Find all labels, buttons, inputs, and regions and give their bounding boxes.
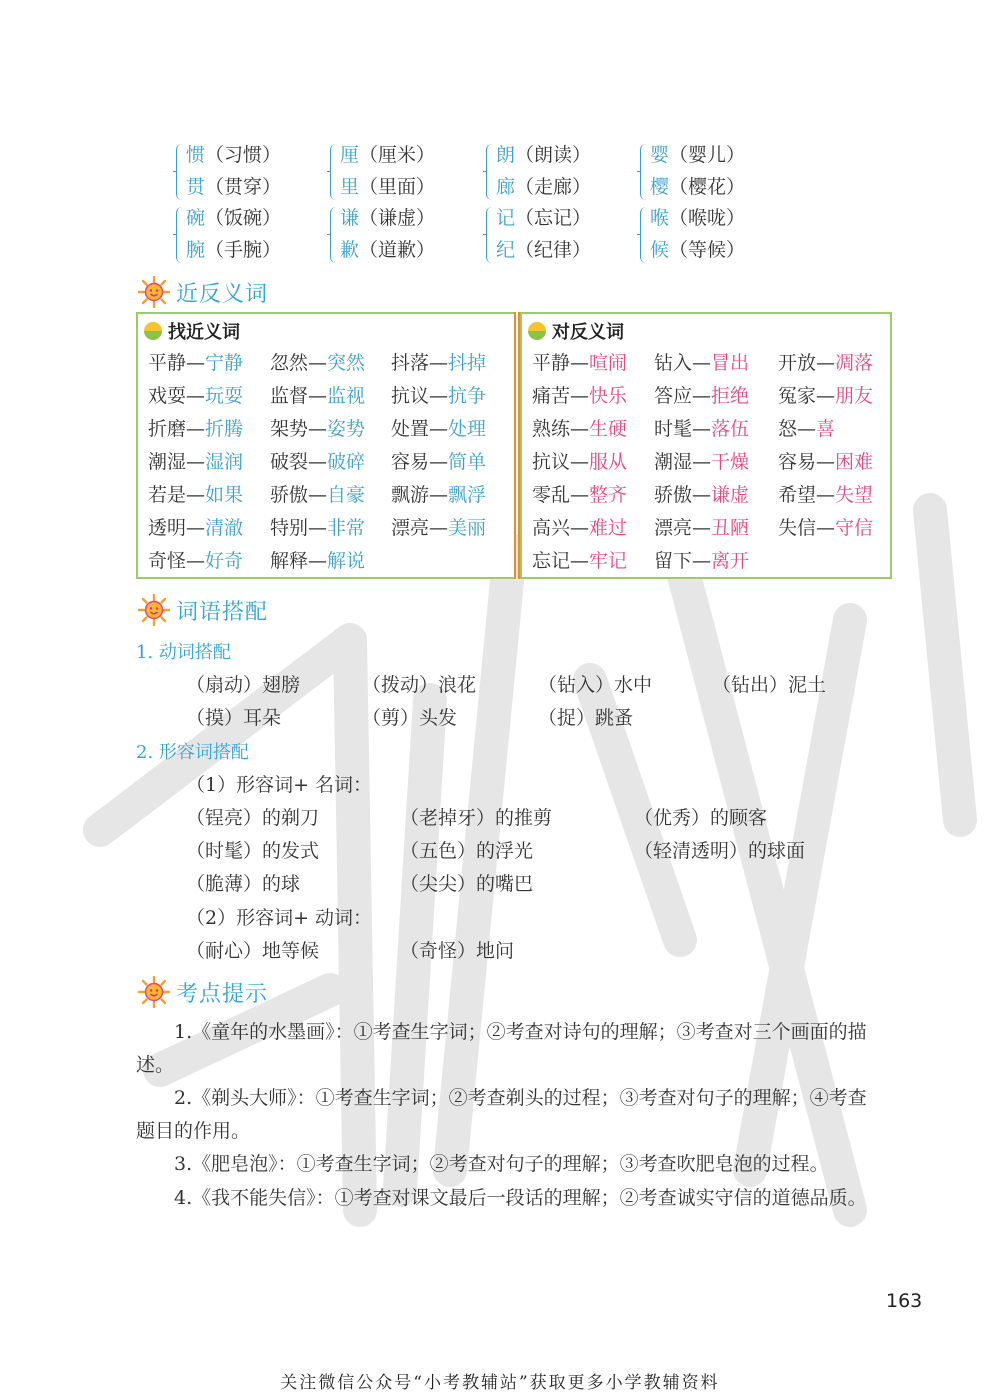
related-word: 简单 xyxy=(448,451,487,473)
word-pair xyxy=(148,513,243,540)
word: 漂亮— xyxy=(391,517,449,539)
brace-icon xyxy=(640,144,647,200)
word-pair xyxy=(778,381,873,408)
word: 戏耍— xyxy=(148,385,206,407)
word-pair xyxy=(270,381,365,408)
char: 腕 xyxy=(186,239,206,261)
char-pair-line xyxy=(650,140,745,171)
related-word: 监视 xyxy=(327,385,366,407)
word: 潮湿— xyxy=(654,451,712,473)
word-pair xyxy=(532,480,627,507)
section-title: 近反义词 xyxy=(176,281,269,307)
word-pair xyxy=(778,480,873,507)
word-pair xyxy=(778,414,835,441)
related-word: 飘浮 xyxy=(448,484,487,506)
word: 折磨— xyxy=(148,418,206,440)
related-word: 破碎 xyxy=(327,451,366,473)
word: 开放— xyxy=(778,352,836,374)
example-word: （谦虚） xyxy=(359,207,436,229)
word: 冤家— xyxy=(778,385,836,407)
char-pair-line xyxy=(340,140,435,171)
verb-collocation: （捉）跳蚤 xyxy=(538,707,634,729)
adj-noun-collocation: （尖尖）的嘴巴 xyxy=(400,873,534,895)
adj-noun-collocation: （时髦）的发式 xyxy=(186,840,320,862)
char-pair-line xyxy=(496,203,591,234)
word: 留下— xyxy=(654,550,712,572)
brace-icon xyxy=(176,144,183,200)
related-word: 守信 xyxy=(835,517,874,539)
char: 纪 xyxy=(496,239,516,261)
synonym-antonym-header xyxy=(138,276,268,308)
brace-icon xyxy=(330,207,337,263)
adj-verb-heading: （2）形容词+ 动词： xyxy=(186,907,373,929)
word-pair xyxy=(532,414,627,441)
example-word: （朗读） xyxy=(515,144,592,166)
word-pair xyxy=(270,480,365,507)
related-word: 喧闹 xyxy=(589,352,628,374)
word-pair xyxy=(654,381,749,408)
related-word: 宁静 xyxy=(205,352,244,374)
verb-collocation: （扇动）翅膀 xyxy=(186,674,301,696)
char-pair-line xyxy=(650,172,745,203)
word: 怒— xyxy=(778,418,817,440)
char: 谦 xyxy=(340,207,360,229)
related-word: 抖掉 xyxy=(448,352,487,374)
word: 骄傲— xyxy=(270,484,328,506)
word: 希望— xyxy=(778,484,836,506)
word-pair xyxy=(148,447,243,474)
synonym-box-header xyxy=(144,318,240,344)
footer-note: 关注微信公众号“小考教辅站”获取更多小学教辅资料 xyxy=(280,1373,720,1393)
char-pair-line xyxy=(186,172,281,203)
bullet-dot-icon xyxy=(528,322,546,340)
char-pair-line xyxy=(340,203,435,234)
word: 熟练— xyxy=(532,418,590,440)
char: 樱 xyxy=(650,176,670,198)
adj-noun-collocation: （优秀）的顾客 xyxy=(634,807,768,829)
char: 歉 xyxy=(340,239,360,261)
related-word: 自豪 xyxy=(327,484,366,506)
word: 忽然— xyxy=(270,352,328,374)
section-title: 词语搭配 xyxy=(176,599,269,625)
word: 痛苦— xyxy=(532,385,590,407)
related-word: 好奇 xyxy=(205,550,244,572)
char: 婴 xyxy=(650,144,670,166)
word-pair xyxy=(270,513,365,540)
word: 平静— xyxy=(148,352,206,374)
related-word: 离开 xyxy=(711,550,750,572)
word: 破裂— xyxy=(270,451,328,473)
word-pair xyxy=(391,381,486,408)
synonym-box-title: 找近义词 xyxy=(168,322,240,343)
word: 答应— xyxy=(654,385,712,407)
related-word: 姿势 xyxy=(327,418,366,440)
word-pair xyxy=(391,447,486,474)
tip-paragraph: 2.《剃头大师》：①考查生字词；②考查剃头的过程；③考查对句子的理解；④考查题目的作用。 xyxy=(136,1087,867,1142)
exam-tips-header xyxy=(138,976,268,1008)
word-pair xyxy=(148,480,243,507)
char: 朗 xyxy=(496,144,516,166)
example-word: （纪律） xyxy=(515,239,592,261)
word-pair xyxy=(778,348,873,375)
synonym-box xyxy=(136,312,516,579)
related-word: 生硬 xyxy=(589,418,628,440)
verb-collocation: （剪）头发 xyxy=(362,707,458,729)
brace-icon xyxy=(486,207,493,263)
section-title: 考点提示 xyxy=(176,981,269,1007)
related-word: 如果 xyxy=(205,484,244,506)
word-pair xyxy=(532,513,627,540)
sun-icon xyxy=(138,276,170,308)
brace-icon xyxy=(330,144,337,200)
adj-noun-collocation: （五色）的浮光 xyxy=(400,840,534,862)
bullet-dot-icon xyxy=(144,322,162,340)
word: 奇怪— xyxy=(148,550,206,572)
char-pair-line xyxy=(650,203,745,234)
char-pair-line xyxy=(650,235,745,266)
word: 处置— xyxy=(391,418,449,440)
related-word: 玩耍 xyxy=(205,385,244,407)
word-pair xyxy=(654,513,749,540)
example-word: （走廊） xyxy=(515,176,592,198)
example-word: （婴儿） xyxy=(669,144,746,166)
word-pair xyxy=(270,348,365,375)
example-word: （道歉） xyxy=(359,239,436,261)
char-pair-line xyxy=(340,235,435,266)
example-word: （贯穿） xyxy=(205,176,282,198)
word: 透明— xyxy=(148,517,206,539)
char-pair-line xyxy=(186,235,281,266)
example-word: （喉咙） xyxy=(669,207,746,229)
related-word: 非常 xyxy=(327,517,366,539)
related-word: 凋落 xyxy=(835,352,874,374)
related-word: 折腾 xyxy=(205,418,244,440)
verb-collocation: （摸）耳朵 xyxy=(186,707,282,729)
word-pair xyxy=(532,348,627,375)
adj-noun-collocation: （轻清透明）的球面 xyxy=(634,840,806,862)
adj-verb-collocation: （奇怪）地问 xyxy=(400,940,515,962)
char: 里 xyxy=(340,176,360,198)
word: 失信— xyxy=(778,517,836,539)
related-word: 落伍 xyxy=(711,418,750,440)
related-word: 谦虚 xyxy=(711,484,750,506)
word-pair xyxy=(391,513,486,540)
char-pair-line xyxy=(186,140,281,171)
word: 抗议— xyxy=(532,451,590,473)
word-pair xyxy=(532,546,627,573)
char-pair-line xyxy=(496,140,591,171)
char-pair-line xyxy=(186,203,281,234)
char: 惯 xyxy=(186,144,206,166)
tip-paragraph: 1.《童年的水墨画》：①考查生字词；②考查对诗句的理解；③考查对三个画面的描述。 xyxy=(136,1021,867,1076)
sun-icon xyxy=(138,976,170,1008)
char-pair-line xyxy=(496,235,591,266)
related-word: 处理 xyxy=(448,418,487,440)
sun-icon xyxy=(138,594,170,626)
word-pair xyxy=(654,447,749,474)
word: 忘记— xyxy=(532,550,590,572)
related-word: 干燥 xyxy=(711,451,750,473)
word-pair xyxy=(391,414,486,441)
char: 碗 xyxy=(186,207,206,229)
word: 抖落— xyxy=(391,352,449,374)
related-word: 服从 xyxy=(589,451,628,473)
related-word: 喜 xyxy=(816,418,836,440)
word: 潮湿— xyxy=(148,451,206,473)
related-word: 丑陋 xyxy=(711,517,750,539)
char: 贯 xyxy=(186,176,206,198)
word: 容易— xyxy=(778,451,836,473)
word: 漂亮— xyxy=(654,517,712,539)
related-word: 难过 xyxy=(589,517,628,539)
related-word: 突然 xyxy=(327,352,366,374)
char-pair-line xyxy=(496,172,591,203)
brace-icon xyxy=(176,207,183,263)
word: 特别— xyxy=(270,517,328,539)
word: 抗议— xyxy=(391,385,449,407)
collocation-header xyxy=(138,594,268,626)
char: 记 xyxy=(496,207,516,229)
tip-paragraph: 3.《肥皂泡》：①考查生字词；②考查对句子的理解；③考查吹肥皂泡的过程。 xyxy=(174,1153,829,1175)
word: 高兴— xyxy=(532,517,590,539)
example-word: （里面） xyxy=(359,176,436,198)
word: 时髦— xyxy=(654,418,712,440)
word-pair xyxy=(148,381,243,408)
word-pair xyxy=(391,480,486,507)
word-pair xyxy=(148,546,243,573)
char: 廊 xyxy=(496,176,516,198)
word: 零乱— xyxy=(532,484,590,506)
antonym-box-title: 对反义词 xyxy=(552,322,624,343)
example-word: （习惯） xyxy=(205,144,282,166)
word-pair xyxy=(532,381,627,408)
antonym-box xyxy=(520,312,892,579)
example-word: （樱花） xyxy=(669,176,746,198)
word: 架势— xyxy=(270,418,328,440)
word: 骄傲— xyxy=(654,484,712,506)
char-pair-line xyxy=(340,172,435,203)
verb-collocation: （钻出）泥土 xyxy=(712,674,827,696)
related-word: 牢记 xyxy=(589,550,628,572)
word: 钻入— xyxy=(654,352,712,374)
char: 候 xyxy=(650,239,670,261)
word-pair xyxy=(391,348,486,375)
word-pair xyxy=(270,447,365,474)
char: 厘 xyxy=(340,144,360,166)
example-word: （饭碗） xyxy=(205,207,282,229)
word-pair xyxy=(270,546,365,573)
word: 若是— xyxy=(148,484,206,506)
word: 飘游— xyxy=(391,484,449,506)
word-pair xyxy=(654,414,749,441)
verb-collocation-heading: 1. 动词搭配 xyxy=(136,642,231,663)
related-word: 抗争 xyxy=(448,385,487,407)
divider xyxy=(514,312,516,579)
word: 平静— xyxy=(532,352,590,374)
adj-noun-collocation: （锃亮）的剃刀 xyxy=(186,807,320,829)
antonym-box-header xyxy=(528,318,624,344)
related-word: 拒绝 xyxy=(711,385,750,407)
related-word: 冒出 xyxy=(711,352,750,374)
word-pair xyxy=(778,447,873,474)
tip-paragraph: 4.《我不能失信》：①考查对课文最后一段话的理解；②考查诚实守信的道德品质。 xyxy=(174,1187,867,1209)
related-word: 快乐 xyxy=(589,385,628,407)
related-word: 朋友 xyxy=(835,385,874,407)
word-pair xyxy=(654,546,749,573)
word: 解释— xyxy=(270,550,328,572)
adj-verb-collocation: （耐心）地等候 xyxy=(186,940,320,962)
word: 容易— xyxy=(391,451,449,473)
related-word: 困难 xyxy=(835,451,874,473)
example-word: （手腕） xyxy=(205,239,282,261)
example-word: （忘记） xyxy=(515,207,592,229)
related-word: 清澈 xyxy=(205,517,244,539)
related-word: 失望 xyxy=(835,484,874,506)
verb-collocation: （拨动）浪花 xyxy=(362,674,477,696)
word-pair xyxy=(270,414,365,441)
verb-collocation: （钻入）水中 xyxy=(538,674,653,696)
brace-icon xyxy=(486,144,493,200)
example-word: （等候） xyxy=(669,239,746,261)
adj-noun-collocation: （脆薄）的球 xyxy=(186,873,301,895)
word-pair xyxy=(654,480,749,507)
word-pair xyxy=(148,414,243,441)
related-word: 美丽 xyxy=(448,517,487,539)
adj-noun-heading: （1）形容词+ 名词： xyxy=(186,774,373,796)
word-pair xyxy=(148,348,243,375)
related-word: 解说 xyxy=(327,550,366,572)
example-word: （厘米） xyxy=(359,144,436,166)
brace-icon xyxy=(640,207,647,263)
word-pair xyxy=(778,513,873,540)
word-pair xyxy=(532,447,627,474)
char: 喉 xyxy=(650,207,670,229)
adj-collocation-heading: 2. 形容词搭配 xyxy=(136,742,249,763)
related-word: 湿润 xyxy=(205,451,244,473)
word: 监督— xyxy=(270,385,328,407)
related-word: 整齐 xyxy=(589,484,628,506)
page-number: 163 xyxy=(886,1290,923,1312)
word-pair xyxy=(654,348,749,375)
adj-noun-collocation: （老掉牙）的推剪 xyxy=(400,807,553,829)
